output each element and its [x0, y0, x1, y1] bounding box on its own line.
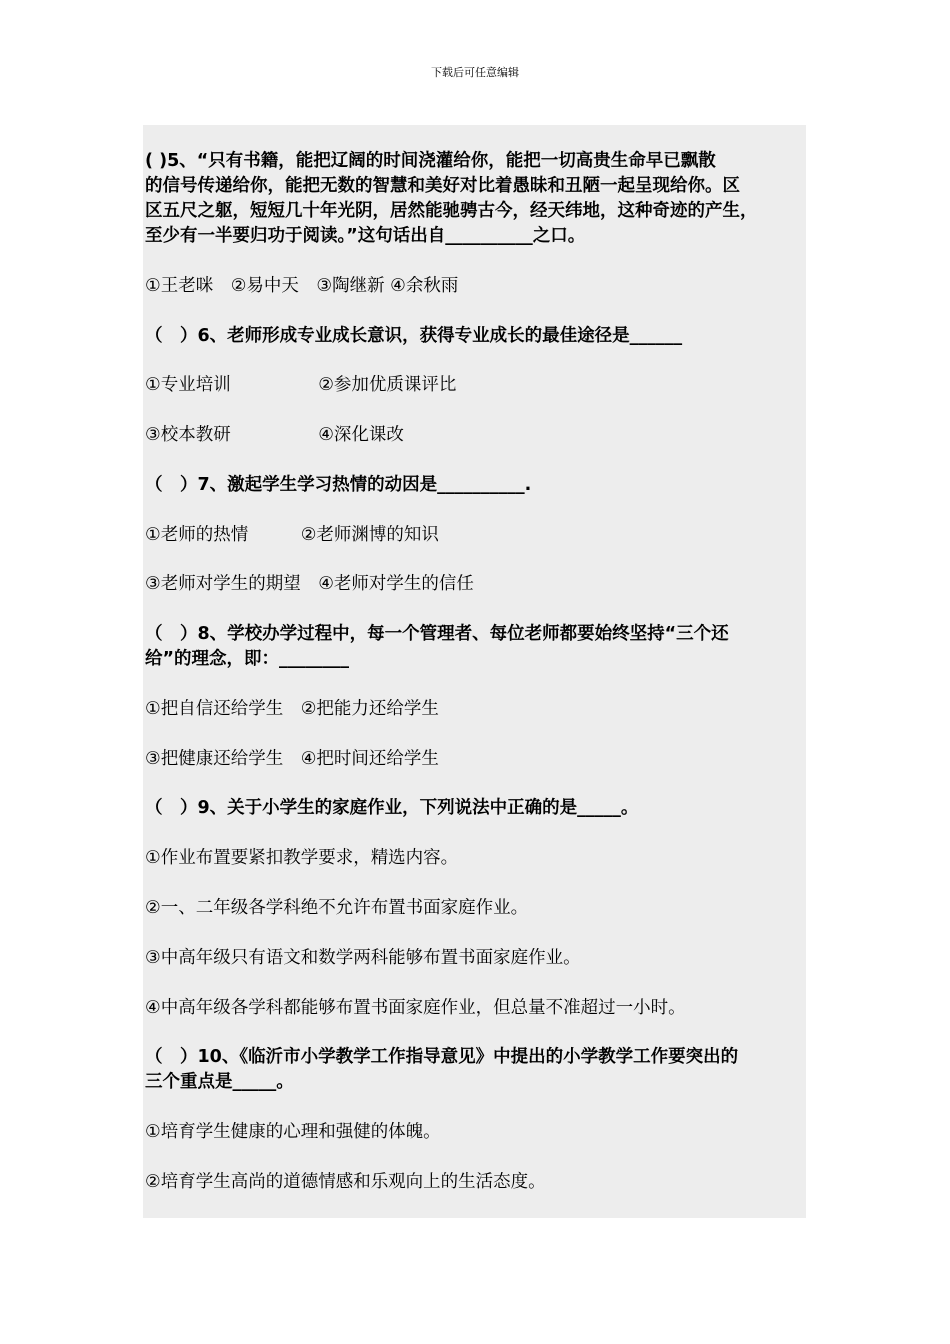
question-8-options-row-2: ③把健康还给学生 ④把时间还给学生 — [145, 749, 439, 769]
question-7-options-row-1: ①老师的热情 ②老师渊博的知识 — [145, 525, 439, 545]
question-10-line-2: 三个重点是_____。 — [145, 1072, 294, 1092]
question-6-options-row-2: ③校本教研 ④深化课改 — [145, 425, 404, 445]
question-6-line: （ ）6、老师形成专业成长意识，获得专业成长的最佳途径是______ — [145, 326, 683, 346]
question-8-line-2: 给”的理念，即：________ — [145, 649, 350, 669]
question-7-options-row-2: ③老师对学生的期望 ④老师对学生的信任 — [145, 574, 474, 594]
question-5-line-1: ( )5、“只有书籍，能把辽阔的时间浇灌给你，能把一切高贵生命早已飘散 — [145, 151, 716, 171]
question-9-option-1: ①作业布置要紧扣教学要求，精选内容。 — [145, 848, 459, 868]
question-5-options: ①王老咪 ②易中天 ③陶继新 ④余秋雨 — [145, 276, 459, 296]
question-9-line: （ ）9、关于小学生的家庭作业，下列说法中正确的是_____。 — [145, 798, 639, 818]
question-8-options-row-1: ①把自信还给学生 ②把能力还给学生 — [145, 699, 439, 719]
page-header-note: 下载后可任意编辑 — [431, 66, 519, 79]
question-9-option-3: ③中高年级只有语文和数学两科能够布置书面家庭作业。 — [145, 948, 581, 968]
question-5-line-3: 区五尺之躯，短短几十年光阴，居然能驰骋古今，经天纬地，这种奇迹的产生， — [145, 201, 758, 221]
question-10-option-1: ①培育学生健康的心理和强健的体魄。 — [145, 1122, 441, 1142]
question-10-option-2: ②培育学生高尚的道德情感和乐观向上的生活态度。 — [145, 1172, 546, 1192]
question-5-line-2: 的信号传递给你，能把无数的智慧和美好对比着愚昧和丑陋一起呈现给你。区 — [145, 176, 740, 196]
question-7-line: （ ）7、激起学生学习热情的动因是__________. — [145, 475, 532, 495]
question-9-option-4: ④中高年级各学科都能够布置书面家庭作业，但总量不准超过一小时。 — [145, 998, 686, 1018]
question-6-options-row-1: ①专业培训 ②参加优质课评比 — [145, 375, 457, 395]
question-5-line-4: 至少有一半要归功于阅读。”这句话出自__________之口。 — [145, 226, 586, 246]
question-10-line-1: （ ）10、《临沂市小学教学工作指导意见》中提出的小学教学工作要突出的 — [145, 1047, 739, 1067]
question-8-line-1: （ ）8、学校办学过程中，每一个管理者、每位老师都要始终坚持“三个还 — [145, 624, 729, 644]
question-9-option-2: ②一、二年级各学科绝不允许布置书面家庭作业。 — [145, 898, 529, 918]
